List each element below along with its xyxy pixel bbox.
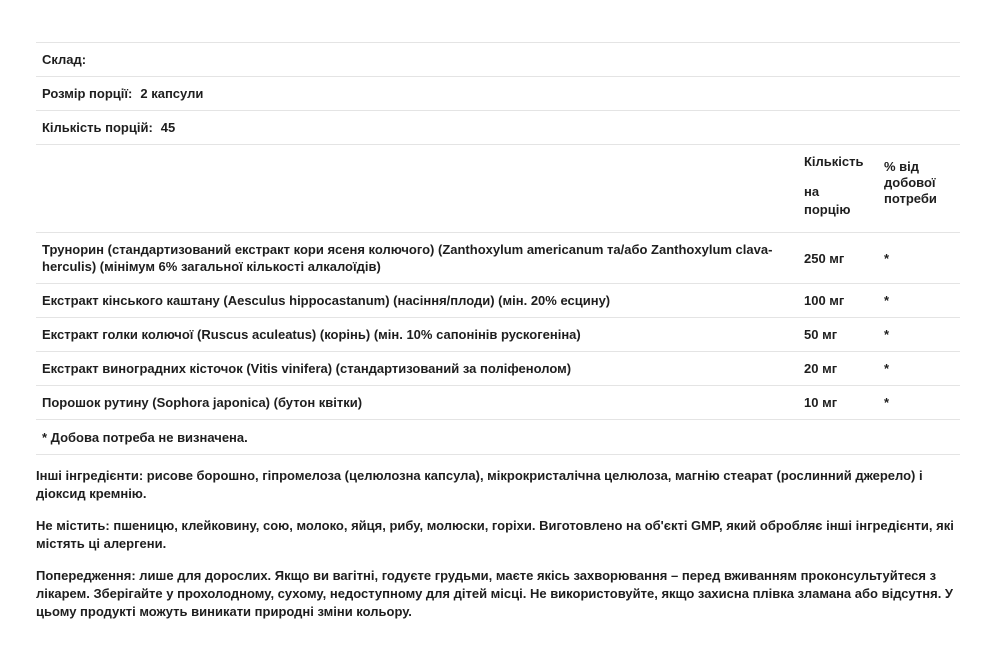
table-row	[36, 351, 960, 385]
ingredient-dv: *	[884, 361, 890, 376]
header-dv-line2: добової	[884, 175, 936, 190]
ingredient-dv: *	[884, 395, 890, 410]
serving-size-label: Розмір порції:	[42, 86, 133, 101]
allergen-note: Не містить: пшеницю, клейковину, сою, молоко, яйця, рибу, молюски, горіхи. Виготовлено на об'єкті GMP, який обробляє інші інгредієнти, які містять ці алергени.	[36, 518, 954, 551]
ingredient-amount: 50 мг	[804, 327, 838, 342]
ingredient-dv: *	[884, 250, 890, 266]
warning-note: Попередження: лише для дорослих. Якщо ви вагітні, годуєте грудьми, маєте якісь захворювання – перед вживанням проконсультуйтеся з лікарем. Зберігайте у прохолодному, сухому, недоступному для дітей місці. Не використовуйте, якщо захисна плівка зламана або відсутня. У цьому продукті можуть виникати природні зміни кольору.	[36, 568, 954, 619]
footnote-row	[36, 419, 960, 455]
ingredient-dv: *	[884, 293, 890, 308]
header-amount-line2: на	[804, 184, 820, 199]
servings-label: Кількість порцій:	[42, 120, 153, 135]
table-row	[36, 232, 960, 283]
ingredient-amount: 100 мг	[804, 293, 845, 308]
header-amount-line3: порцію	[804, 202, 851, 217]
table-row	[36, 283, 960, 317]
header-amount-line1: Кількість	[804, 154, 864, 169]
servings-row	[36, 110, 960, 144]
header-dv-line3: потреби	[884, 191, 937, 206]
serving-size-value: 2 капсули	[140, 86, 204, 101]
supplement-facts-table	[36, 42, 960, 455]
serving-size-row	[36, 76, 960, 110]
other-ingredients-note: Інші інгредієнти: рисове борошно, гіпромелоза (целюлозна капсула), мікрокристалічна целюлоза, магнію стеарат (рослинний джерело) і діоксид кремнію.	[36, 468, 923, 501]
table-row	[36, 317, 960, 351]
header-amount-cell	[804, 153, 884, 219]
composition-row	[36, 42, 960, 76]
ingredient-amount: 20 мг	[804, 361, 838, 376]
table-header-row	[36, 144, 960, 232]
ingredient-dv: *	[884, 327, 890, 342]
servings-value: 45	[160, 120, 176, 135]
ingredient-name: Екстракт виноградних кісточок (Vitis vinifera) (стандартизований за поліфенолом)	[42, 361, 572, 376]
footnote: * Добова потреба не визначена.	[42, 429, 248, 445]
notes-section	[36, 467, 956, 635]
header-dv-line1: % від	[884, 159, 920, 174]
composition-label: Склад:	[42, 52, 87, 67]
table-row	[36, 385, 960, 419]
ingredient-name: Екстракт голки колючої (Ruscus aculeatus) (корінь) (мін. 10% сапонінів рускогеніна)	[42, 327, 581, 342]
ingredient-name: Трунорин (стандартизований екстракт кори ясеня колючого) (Zanthoxylum americanum та/або Zanthoxylum clava-herculis) (мінімум 6% загальної кількості алкалоїдів)	[42, 242, 773, 274]
ingredient-name: Порошок рутину (Sophora japonica) (бутон квітки)	[42, 395, 363, 410]
ingredient-amount: 250 мг	[804, 250, 845, 266]
ingredient-amount: 10 мг	[804, 395, 838, 410]
ingredient-name: Екстракт кінського каштану (Aesculus hippocastanum) (насіння/плоди) (мін. 20% есцину)	[42, 293, 611, 308]
header-dv-cell	[884, 153, 954, 207]
